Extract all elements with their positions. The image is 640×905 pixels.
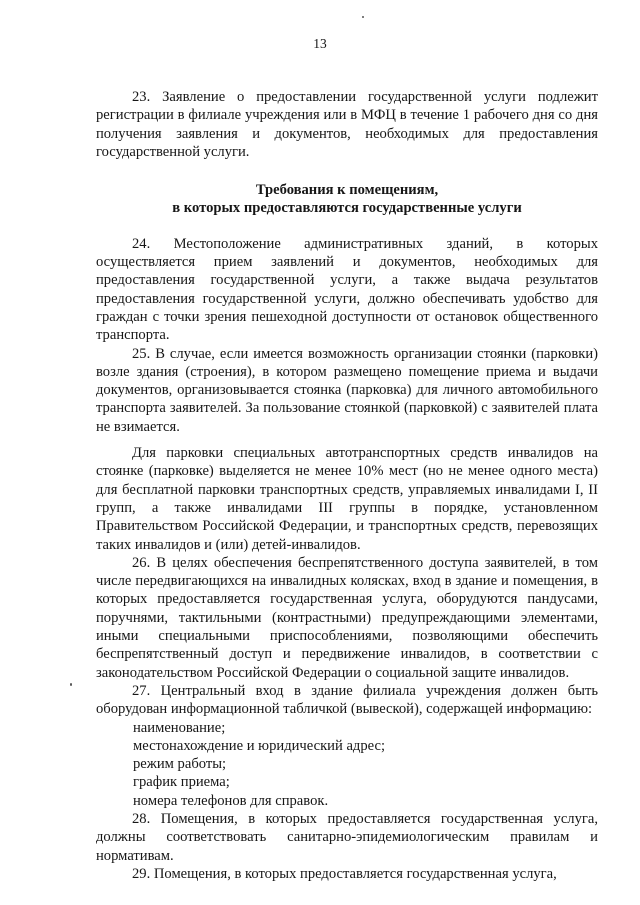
paragraph-29: 29. Помещения, в которых предоставляется государственная услуга, (132, 865, 557, 882)
list-item-address: местонахождение и юридический адрес; (133, 737, 386, 754)
section-heading-line-2: в которых предоставляются государственные услуги (172, 200, 522, 217)
list-item-phone-numbers: номера телефонов для справок. (133, 792, 329, 809)
section-heading-line-1: Требования к помещениям, (255, 182, 439, 199)
scan-speck (70, 683, 72, 686)
page-number: 13 (313, 36, 327, 51)
paragraph-27: 27. Центральный вход в здание филиала учреждения должен быть оборудован информационной табличкой (вывеской), содержащей информацию: (96, 682, 598, 718)
paragraph-24: 24. Местоположение административных зданий, в которых осуществляется прием заявлений и документов, необходимых для предоставления государственной услуги, а также выдача результатов предоставления государственной услуги, должно обеспечивать удобство для граждан с точки зрения пешеходной доступности от остановок общественного транспорта. (96, 235, 598, 344)
list-item-reception-schedule: график приема; (133, 774, 230, 791)
paragraph-25-parking: Для парковки специальных автотранспортных средств инвалидов на стоянке (парковке) выделяется не менее 10% мест (но не менее одного места) для бесплатной парковки транспортных средств, управляемых инвалидами I, II групп, а также инвалидами III группы в порядке, установленном Правительством Российской Федерации, и транспортных средств, перевозящих таких инвалидов и (или) детей-инвалидов. (96, 445, 598, 553)
paragraph-28: 28. Помещения, в которых предоставляется государственная услуга, должны соответствовать санитарно-эпидемиологическим правилам и нормативам. (96, 810, 598, 864)
list-item-work-hours: режим работы; (133, 756, 227, 773)
document-body (96, 88, 598, 883)
paragraph-26: 26. В целях обеспечения беспрепятственного доступа заявителей, в том числе передвигающихся на инвалидных колясках, вход в здание и помещения, в которых предоставляется государственная услуга, оборудуются пандусами, поручнями, тактильными (контрастными) предупреждающими элементами, иными специальными приспособлениями, позволяющими обеспечить беспрепятственный доступ и передвижение инвалидов, в соответствии с законодательством Российской Федерации о социальной защите инвалидов. (96, 554, 598, 681)
scan-speck (362, 16, 364, 18)
paragraph-23: 23. Заявление о предоставлении государственной услуги подлежит регистрации в филиале учреждения или в МФЦ в течение 1 рабочего дня со дня получения заявления и документов, необходимых для предоставления государственной услуги. (96, 89, 598, 160)
list-item-name: наименование; (133, 719, 226, 736)
paragraph-25: 25. В случае, если имеется возможность организации стоянки (парковки) возле здания (строения), в котором размещено помещение приема и выдачи документов, организовывается стоянка (парковка) для личного автомобильного транспорта заявителей. За пользование стоянкой (парковкой) с заявителей плата не взимается. (96, 345, 598, 435)
